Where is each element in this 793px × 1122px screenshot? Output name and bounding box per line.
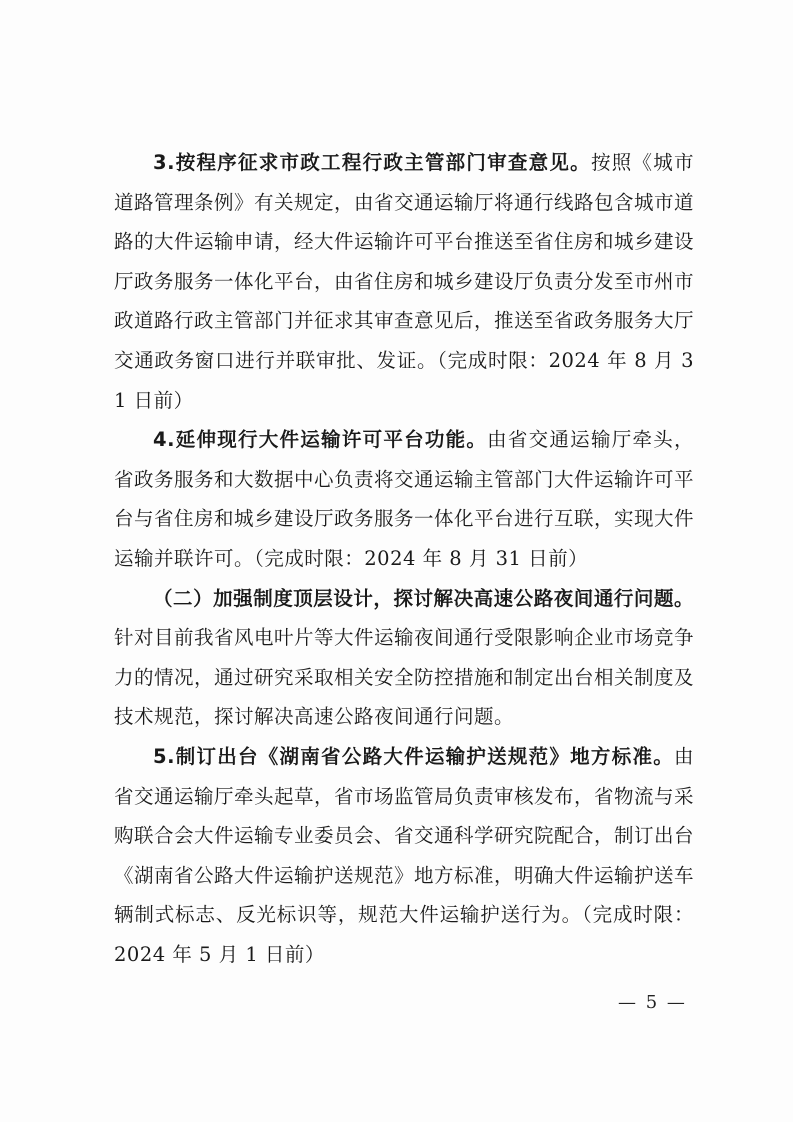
paragraph-lead: （二）加强制度顶层设计，探讨解决高速公路夜间通行问题。	[153, 586, 694, 610]
paragraph-lead: 3.按程序征求市政工程行政主管部门审查意见。	[153, 151, 591, 174]
paragraph-body: 针对目前我省风电叶片等大件运输夜间通行受限影响企业市场竞争力的情况，通过研究采取相关安全防控措施和制定出台相关制度及技术规范，探讨解决高速公路夜间通行问题。	[114, 626, 695, 729]
paragraph-body: 由省交通运输厅牵头，省政务服务和大数据中心负责将交通运输主管部门大件运输许可平台与省住房和城乡建设厅政务服务一体化平台进行互联，实现大件运输并联许可。（完成时限：2024 年 8 月 31 日前）	[114, 428, 695, 570]
paragraph-item-5	[114, 737, 694, 975]
document-body	[114, 143, 694, 974]
paragraph-item-4	[114, 420, 694, 578]
paragraph-body: 按照《城市道路管理条例》有关规定，由省交通运输厅将通行线路包含城市道路的大件运输申请，经大件运输许可平台推送至省住房和城乡建设厅政务服务一体化平台，由省住房和城乡建设厅负责分发至市州市政道路行政主管部门并征求其审查意见后，推送至省政务服务大厅交通政务窗口进行并联审批、发证。（完成时限：2024 年 8 月 31 日前）	[114, 151, 695, 412]
paragraph-body: 由省交通运输厅牵头起草，省市场监管局负责审核发布，省物流与采购联合会大件运输专业委员会、省交通科学研究院配合，制订出台《湖南省公路大件运输护送规范》地方标准，明确大件运输护送车辆制式标志、反光标识等，规范大件运输护送行为。（完成时限：2024 年 5 月 1 日前）	[114, 744, 695, 966]
paragraph-lead: 4.延伸现行大件运输许可平台功能。	[153, 428, 488, 452]
section-heading-2	[114, 579, 694, 737]
page-number: — 5 —	[618, 992, 687, 1013]
paragraph-lead: 5.制订出台《湖南省公路大件运输护送规范》地方标准。	[153, 744, 674, 768]
paragraph-item-3	[114, 143, 694, 420]
